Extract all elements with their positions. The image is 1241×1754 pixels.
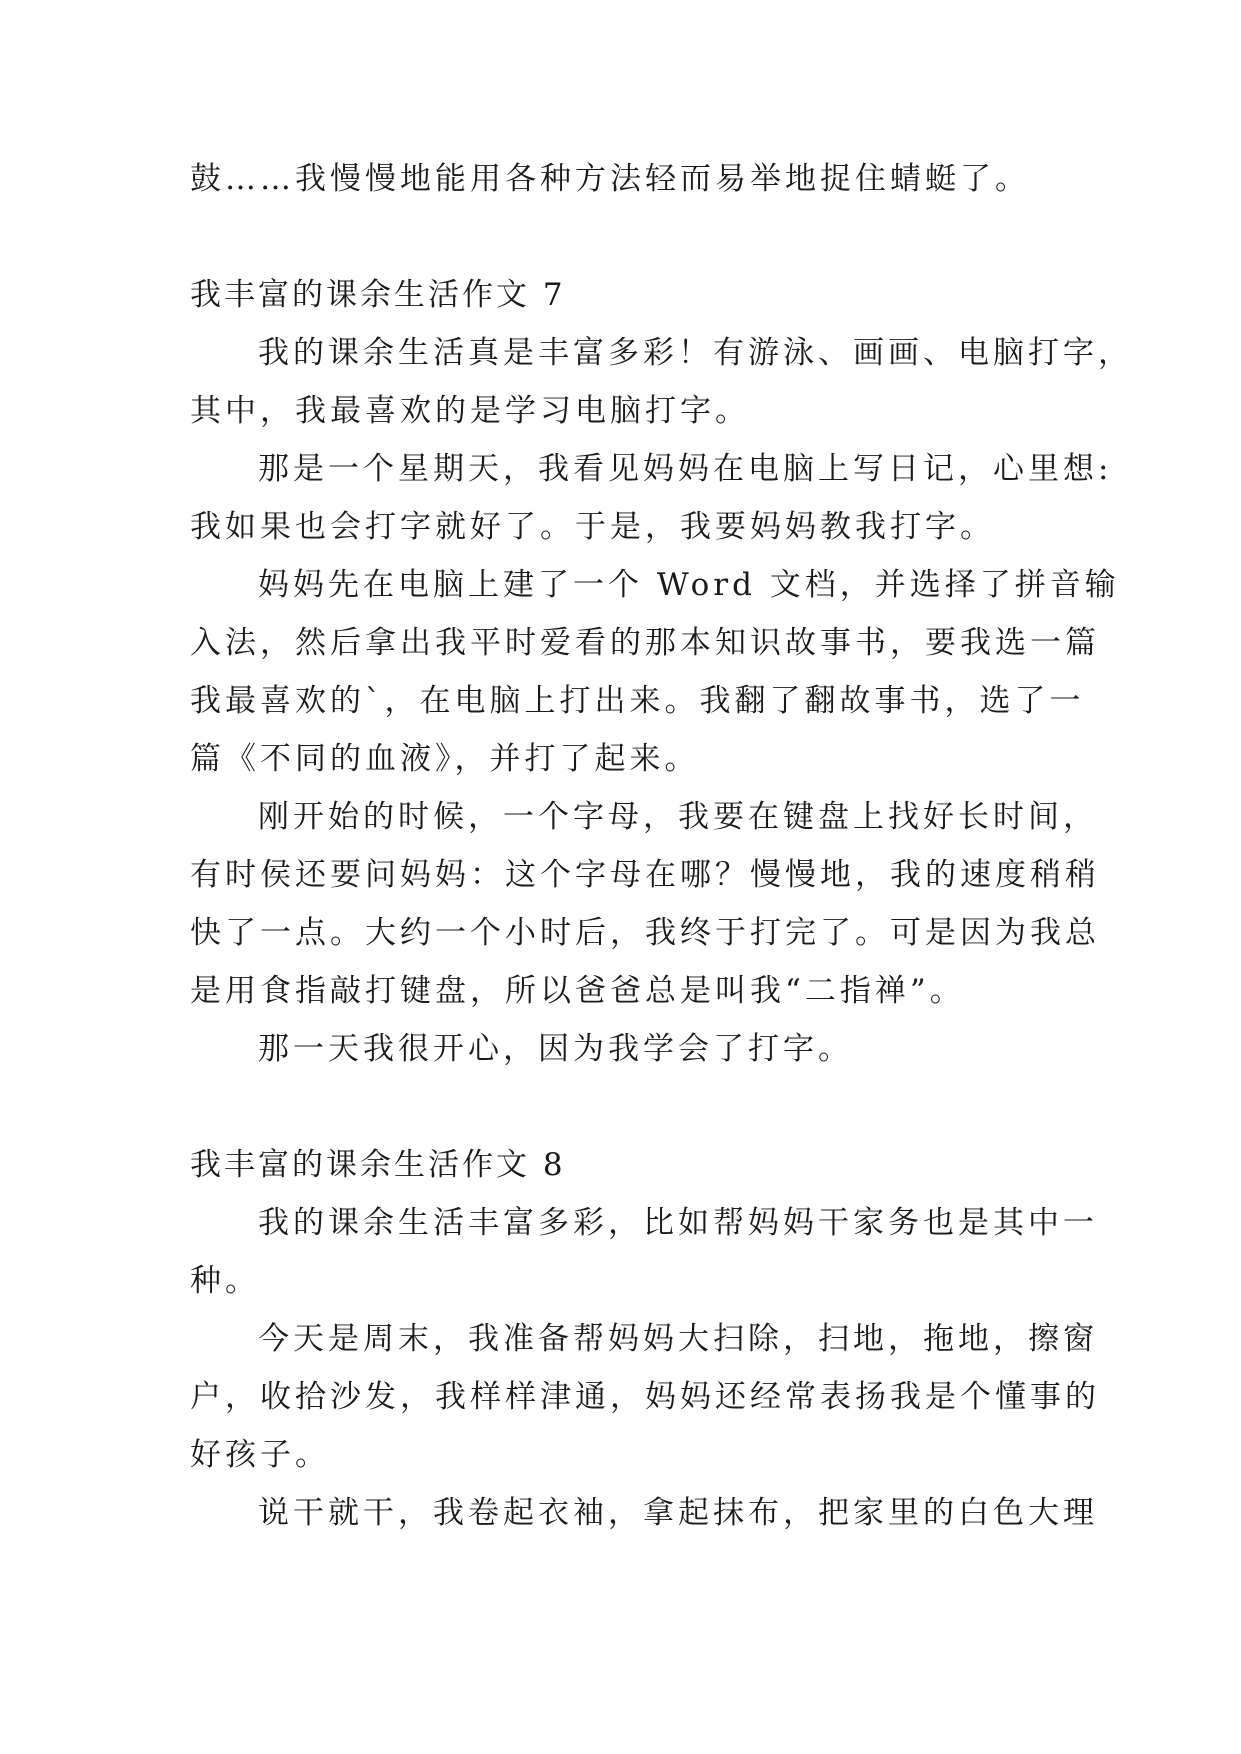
paragraph-line: 鼓……我慢慢地能用各种方法轻而易举地捉住蜻蜓了。 [190,161,1030,197]
section-gap [190,208,1060,266]
paragraph-line: 快了一点。大约一个小时后，我终于打完了。可是因为我总 [190,915,1100,951]
paragraph-line: 那一天我很开心，因为我学会了打字。 [258,1031,853,1067]
paragraph-line: 今天是周末，我准备帮妈妈大扫除，扫地，拖地，擦窗 [258,1321,1098,1357]
section-gap [190,1078,1060,1136]
paragraph-line: 那是一个星期天，我看见妈妈在电脑上写日记，心里想: [258,451,1113,487]
document-page [190,150,1133,1542]
paragraph-line: 我的课余生活丰富多彩，比如帮妈妈干家务也是其中一 [258,1205,1098,1241]
paragraph-line: 入法，然后拿出我平时爱看的那本知识故事书，要我选一篇 [190,625,1100,661]
paragraph-line: 种。 [190,1263,260,1299]
section-title: 我丰富的课余生活作文 8 [190,1147,566,1183]
paragraph-line: 我最喜欢的`，在电脑上打出来。我翻了翻故事书，选了一 [190,683,1085,719]
paragraph-line: 说干就干，我卷起衣袖，拿起抹布，把家里的白色大理 [258,1495,1098,1531]
paragraph-line: 好孩子。 [190,1437,330,1473]
paragraph-line: 户，收拾沙发，我样样津通，妈妈还经常表扬我是个懂事的 [190,1379,1100,1415]
section-title: 我丰富的课余生活作文 7 [190,277,566,313]
paragraph-line: 我如果也会打字就好了。于是，我要妈妈教我打字。 [190,509,995,545]
paragraph-line: 刚开始的时候，一个字母，我要在键盘上找好长时间， [258,799,1098,835]
paragraph-line: 篇《不同的血液》，并打了起来。 [190,741,700,777]
paragraph-line: 是用食指敲打键盘，所以爸爸总是叫我“二指禅”。 [190,973,965,1009]
paragraph-line: 妈妈先在电脑上建了一个 Word 文档，并选择了拼音输 [258,567,1120,603]
paragraph-line: 其中，我最喜欢的是学习电脑打字。 [190,393,750,429]
paragraph-line: 我的课余生活真是丰富多彩！有游泳、画画、电脑打字， [258,335,1133,371]
paragraph-line: 有时侯还要问妈妈：这个字母在哪？慢慢地，我的速度稍稍 [190,857,1100,893]
